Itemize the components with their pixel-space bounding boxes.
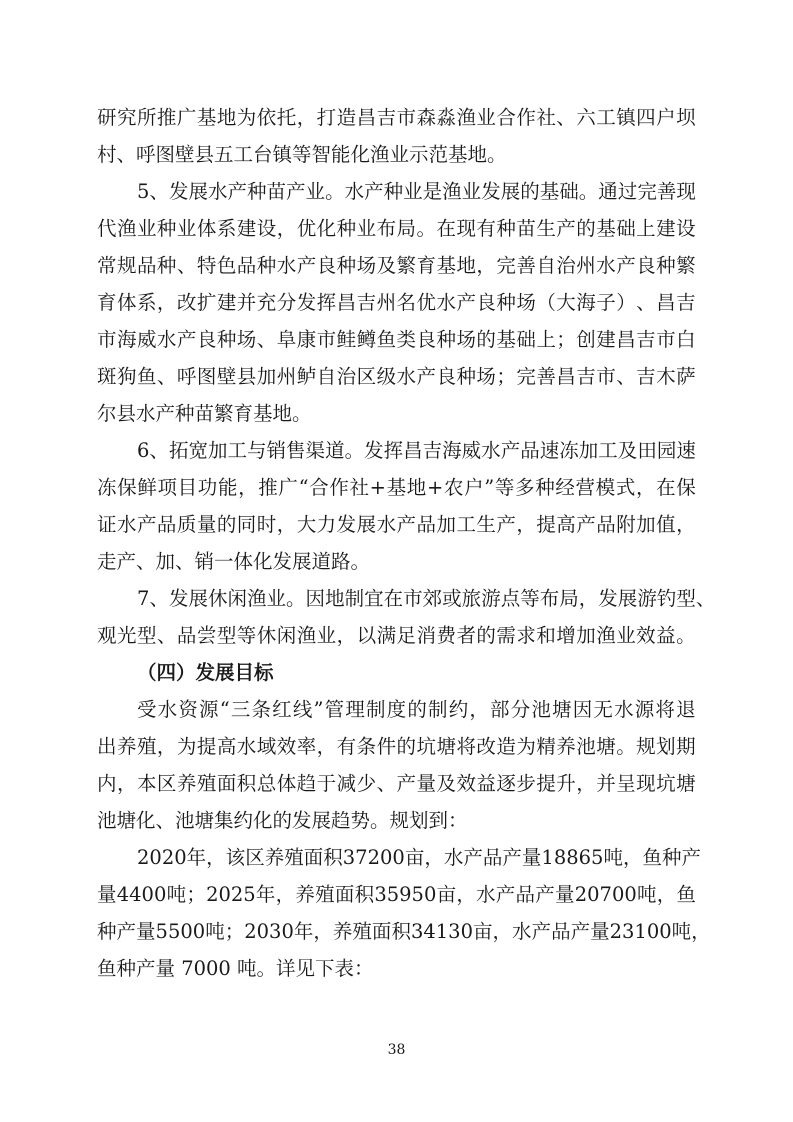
paragraph-line: 走产、加、销一体化发展道路。	[97, 550, 371, 573]
paragraph-line: 证 水 产 品 质 量 的 同 时 ， 大 力 发 展 水 产 品 加 工 生 产 ， 提 高 产 品 附 加 值 ，	[97, 513, 696, 536]
paragraph-line: 鱼种产量 7000 吨。详见下表：	[97, 957, 374, 980]
paragraph-line: 育 体 系 ， 改 扩 建 并 充 分 发 挥 昌 吉 州 名 优 水 产 良 种 场 （ 大 海 子 ） 、 昌 吉	[97, 291, 696, 314]
page-number: 38	[387, 1042, 406, 1058]
paragraph-line: 5 、 发 展 水 产 种 苗 产 业 。 水 产 种 业 是 渔 业 发 展 的 基 础 。 通 过 完 善 现	[137, 180, 696, 203]
paragraph-line: 观 光 型 、 品 尝 型 等 休 闲 渔 业 ， 以 满 足 消 费 者 的 需 求 和 增 加 渔 业 效 益 。	[97, 624, 696, 647]
paragraph-line: 种 产 量 5500 吨 ； 2030 年 ， 养 殖 面 积 34130 亩 ， 水 产 品 产 量 23100 吨 ，	[97, 920, 711, 943]
section-heading: （四）发展目标	[137, 661, 274, 684]
paragraph-line: 7 、 发 展 休 闲 渔 业 。 因 地 制 宜 在 市 郊 或 旅 游 点 等 布 局 ， 发 展 游 钓 型 、	[137, 587, 716, 610]
paragraph-line: 代 渔 业 种 业 体 系 建 设 ， 优 化 种 业 布 局 。 在 现 有 种 苗 生 产 的 基 础 上 建 设	[97, 217, 696, 240]
paragraph-line: 研 究 所 推 广 基 地 为 依 托 ， 打 造 昌 吉 市 森 淼 渔 业 合 作 社 、 六 工 镇 四 户 坝	[97, 106, 696, 129]
paragraph-line: 村、呼图壁县五工台镇等智能化渔业示范基地。	[97, 143, 507, 166]
paragraph-line: 斑 狗 鱼 、 呼 图 壁 县 加 州 鲈 自 治 区 级 水 产 良 种 场 ； 完 善 昌 吉 市 、 吉 木 萨	[97, 365, 696, 388]
paragraph-line: 量 4400 吨 ； 2025 年 ， 养 殖 面 积 35950 亩 ， 水 产 品 产 量 20700 吨 ， 鱼	[97, 883, 696, 906]
paragraph-line: 2020 年 ， 该 区 养 殖 面 积 37200 亩 ， 水 产 品 产 量 18865 吨 ， 鱼 种 产	[137, 846, 702, 869]
paragraph-line: 尔县水产种苗繁育基地。	[97, 402, 312, 425]
paragraph-line: 池塘化、池塘集约化的发展趋势。规划到：	[97, 809, 468, 832]
paragraph-line: 出 养 殖 ， 为 提 高 水 域 效 率 ， 有 条 件 的 坑 塘 将 改 造 为 精 养 池 塘 。 规 划 期	[97, 735, 696, 758]
paragraph-line: 内 ， 本 区 养 殖 面 积 总 体 趋 于 减 少 、 产 量 及 效 益 逐 步 提 升 ， 并 呈 现 坑 塘	[97, 772, 696, 795]
paragraph-line: 市 海 威 水 产 良 种 场 、 阜 康 市 鲑 鳟 鱼 类 良 种 场 的 基 础 上 ； 创 建 昌 吉 市 白	[97, 328, 696, 351]
paragraph-line: 冻 保 鲜 项 目 功 能 ， 推 广 “ 合 作 社 + 基 地 + 农 户 ” 等 多 种 经 营 模 式 ， 在 保	[97, 476, 696, 499]
paragraph-line: 受 水 资 源 “ 三 条 红 线 ” 管 理 制 度 的 制 约 ， 部 分 池 塘 因 无 水 源 将 退	[137, 698, 696, 721]
paragraph-line: 常 规 品 种 、 特 色 品 种 水 产 良 种 场 及 繁 育 基 地 ， 完 善 自 治 州 水 产 良 种 繁	[97, 254, 696, 277]
paragraph-line: 6 、 拓 宽 加 工 与 销 售 渠 道 。 发 挥 昌 吉 海 威 水 产 品 速 冻 加 工 及 田 园 速	[137, 439, 696, 462]
